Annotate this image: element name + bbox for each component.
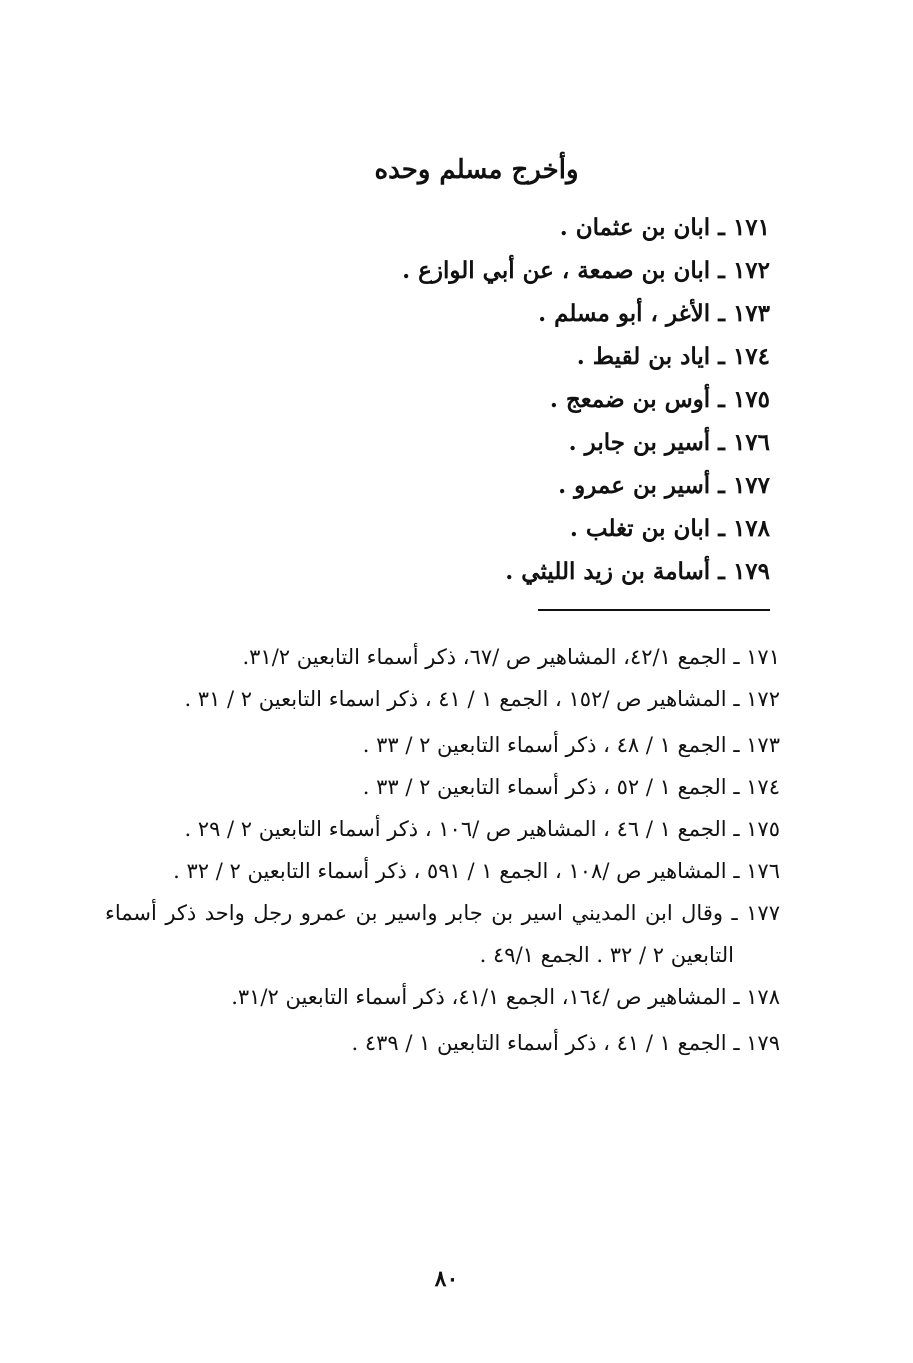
section-heading: وأخرج مسلم وحده (374, 155, 579, 185)
footnote: ١٧٤ ـ الجمع ١ / ٥٢ ، ذكر أسماء التابعين ٢ / ٣٣ . (362, 775, 780, 799)
page-number: ٨٠ (434, 1266, 459, 1292)
narrator-entry: ١٧٣ ـ الأغر ، أبو مسلم . (538, 300, 770, 327)
footnote-divider (538, 609, 770, 611)
narrator-entry: ١٧٩ ـ أسامة بن زيد الليثي . (505, 558, 770, 585)
footnote: ١٧٧ ـ وقال ابن المديني اسير بن جابر واسير بن عمرو رجل واحد ذكر أسماء التابعين ٢ / ٣٢ . الجمع ٤٩/١ . (105, 901, 780, 967)
narrator-entry: ١٧٤ ـ اياد بن لقيط . (576, 343, 770, 370)
footnote: ١٧٢ ـ المشاهير ص /١٥٢ ، الجمع ١ / ٤١ ، ذكر اسماء التابعين ٢ / ٣١ . (184, 687, 780, 711)
narrator-entry: ١٧٥ ـ أوس بن ضمعج . (549, 386, 770, 413)
footnote: ١٧٥ ـ الجمع ١ / ٤٦ ، المشاهير ص /١٠٦ ، ذكر أسماء التابعين ٢ / ٢٩ . (184, 817, 780, 841)
narrator-entry: ١٧١ ـ ابان بن عثمان . (559, 214, 770, 241)
footnote: ١٧١ ـ الجمع ٤٢/١، المشاهير ص /٦٧، ذكر أسماء التابعين ٣١/٢. (242, 645, 780, 669)
footnote: ١٧٣ ـ الجمع ١ / ٤٨ ، ذكر أسماء التابعين ٢ / ٣٣ . (362, 733, 780, 757)
narrator-entry: ١٧٦ ـ أسير بن جابر . (568, 429, 770, 456)
narrator-list (402, 206, 770, 593)
footnote: ١٧٨ ـ المشاهير ص /١٦٤، الجمع ٤١/١، ذكر أسماء التابعين ٣١/٢. (231, 985, 780, 1009)
footnote: ١٧٩ ـ الجمع ١ / ٤١ ، ذكر أسماء التابعين ١ / ٤٣٩ . (351, 1031, 780, 1055)
footnote: ١٧٦ ـ المشاهير ص /١٠٨ ، الجمع ١ / ٥٩١ ، ذكر أسماء التابعين ٢ / ٣٢ . (173, 859, 780, 883)
narrator-entry: ١٧٧ ـ أسير بن عمرو . (558, 472, 770, 499)
narrator-entry: ١٧٢ ـ ابان بن صمعة ، عن أبي الوازع . (402, 257, 770, 284)
narrator-entry: ١٧٨ ـ ابان بن تغلب . (569, 515, 770, 542)
footnote-list (105, 636, 780, 1064)
